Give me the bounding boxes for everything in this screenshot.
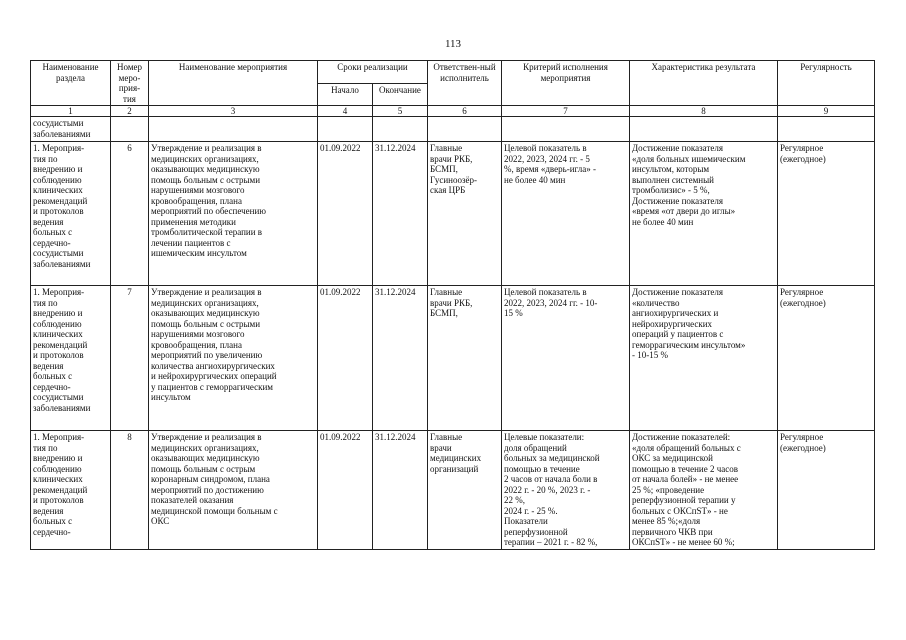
number-cell: 7 [111, 286, 149, 431]
table-row [31, 286, 875, 431]
section-cell: 1. Мероприя- тия по внедрению и соблюдению клинических рекомендаций и протоколов ведения больных с сердечно- [31, 431, 111, 550]
header-period: Сроки реализации [318, 61, 428, 84]
header-responsible: Ответствен-ный исполнитель [428, 61, 502, 106]
event-cell: Утверждение и реализация в медицинских организациях, оказывающих медицинскую помощь больным с острыми нарушениями мозгового кровообращения, плана мероприятий по увеличению количества ангиохирургических и нейрохирургических операций у пациентов с геморрагическим инсультом [149, 286, 318, 431]
end-date-cell: 31.12.2024 [373, 142, 428, 286]
header-section: Наименование раздела [31, 61, 111, 106]
header-regularity: Регулярность [778, 61, 875, 106]
column-number: 5 [373, 106, 428, 117]
event-cell: Утверждение и реализация в медицинских организациях, оказывающих медицинскую помощь больным с острыми нарушениями мозгового кровообращения, плана мероприятий по обеспечению применения методики тромболитической терапии в лечении пациентов с ишемическим инсультом [149, 142, 318, 286]
start-date-cell: 01.09.2022 [318, 431, 373, 550]
result-cell: Достижение показателей: «доля обращений больных с ОКС за медицинской помощью в течение 2 часов от начала болей» - не менее 25 %; «проведение реперфузионной терапии у больных с ОКСпST» - не менее 85 %;«доля первичного ЧКВ при ОКСпST» - не менее 60 %; [630, 431, 778, 550]
header-end: Окончание [373, 83, 428, 106]
table-row-continuation [31, 117, 875, 142]
start-date-cell: 01.09.2022 [318, 142, 373, 286]
header-row-1 [31, 61, 875, 84]
section-cell: сосудистыми заболеваниями [31, 117, 111, 142]
criterion-cell: Целевые показатели: доля обращений больных за медицинской помощью в течение 2 часов от начала боли в 2022 г. - 20 %, 2023 г. - 22 %, 2024 г. - 25 %. Показатели реперфузионной терапии – 2021 г. - 82 %, [502, 431, 630, 550]
header-result: Характеристика результата [630, 61, 778, 106]
start-date-cell: 01.09.2022 [318, 286, 373, 431]
column-number: 2 [111, 106, 149, 117]
header-number: Номер меро-прия-тия [111, 61, 149, 106]
responsible-cell: Главные врачи РКБ, БСМП, Гусиноозёр- ская ЦРБ [428, 142, 502, 286]
section-cell: 1. Мероприя- тия по внедрению и соблюдению клинических рекомендаций и протоколов ведения больных с сердечно- сосудистыми заболеваниями [31, 286, 111, 431]
regularity-cell: Регулярное (ежегодное) [778, 431, 875, 550]
responsible-cell: Главные врачи РКБ, БСМП, [428, 286, 502, 431]
events-table [30, 60, 875, 550]
header-criterion: Критерий исполнения мероприятия [502, 61, 630, 106]
end-date-cell: 31.12.2024 [373, 286, 428, 431]
column-number: 4 [318, 106, 373, 117]
page-number: 113 [444, 38, 462, 50]
responsible-cell: Главные врачи медицинских организаций [428, 431, 502, 550]
column-numbers-row [31, 106, 875, 117]
header-event: Наименование мероприятия [149, 61, 318, 106]
table-row [31, 431, 875, 550]
number-cell: 6 [111, 142, 149, 286]
column-number: 1 [31, 106, 111, 117]
column-number: 3 [149, 106, 318, 117]
end-date-cell: 31.12.2024 [373, 431, 428, 550]
section-cell: 1. Мероприя- тия по внедрению и соблюдению клинических рекомендаций и протоколов ведения больных с сердечно- сосудистыми заболеваниями [31, 142, 111, 286]
column-number: 6 [428, 106, 502, 117]
column-number: 8 [630, 106, 778, 117]
column-number: 9 [778, 106, 875, 117]
criterion-cell: Целевой показатель в 2022, 2023, 2024 гг. - 5 %, время «дверь-игла» - не более 40 мин [502, 142, 630, 286]
table-row [31, 142, 875, 286]
header-start: Начало [318, 83, 373, 106]
number-cell: 8 [111, 431, 149, 550]
criterion-cell: Целевой показатель в 2022, 2023, 2024 гг. - 10- 15 % [502, 286, 630, 431]
regularity-cell: Регулярное (ежегодное) [778, 286, 875, 431]
result-cell: Достижение показателя «количество ангиохирургических и нейрохирургических операций у пациентов с геморрагическим инсультом» - 10-15 % [630, 286, 778, 431]
result-cell: Достижение показателя «доля больных ишемическим инсультом, которым выполнен системный тромболизис» - 5 %, Достижение показателя «время «от двери до иглы» не более 40 мин [630, 142, 778, 286]
regularity-cell: Регулярное (ежегодное) [778, 142, 875, 286]
event-cell: Утверждение и реализация в медицинских организациях, оказывающих медицинскую помощь больным с острым коронарным синдромом, плана мероприятий по достижению показателей оказания медицинской помощи больным с ОКС [149, 431, 318, 550]
column-number: 7 [502, 106, 630, 117]
